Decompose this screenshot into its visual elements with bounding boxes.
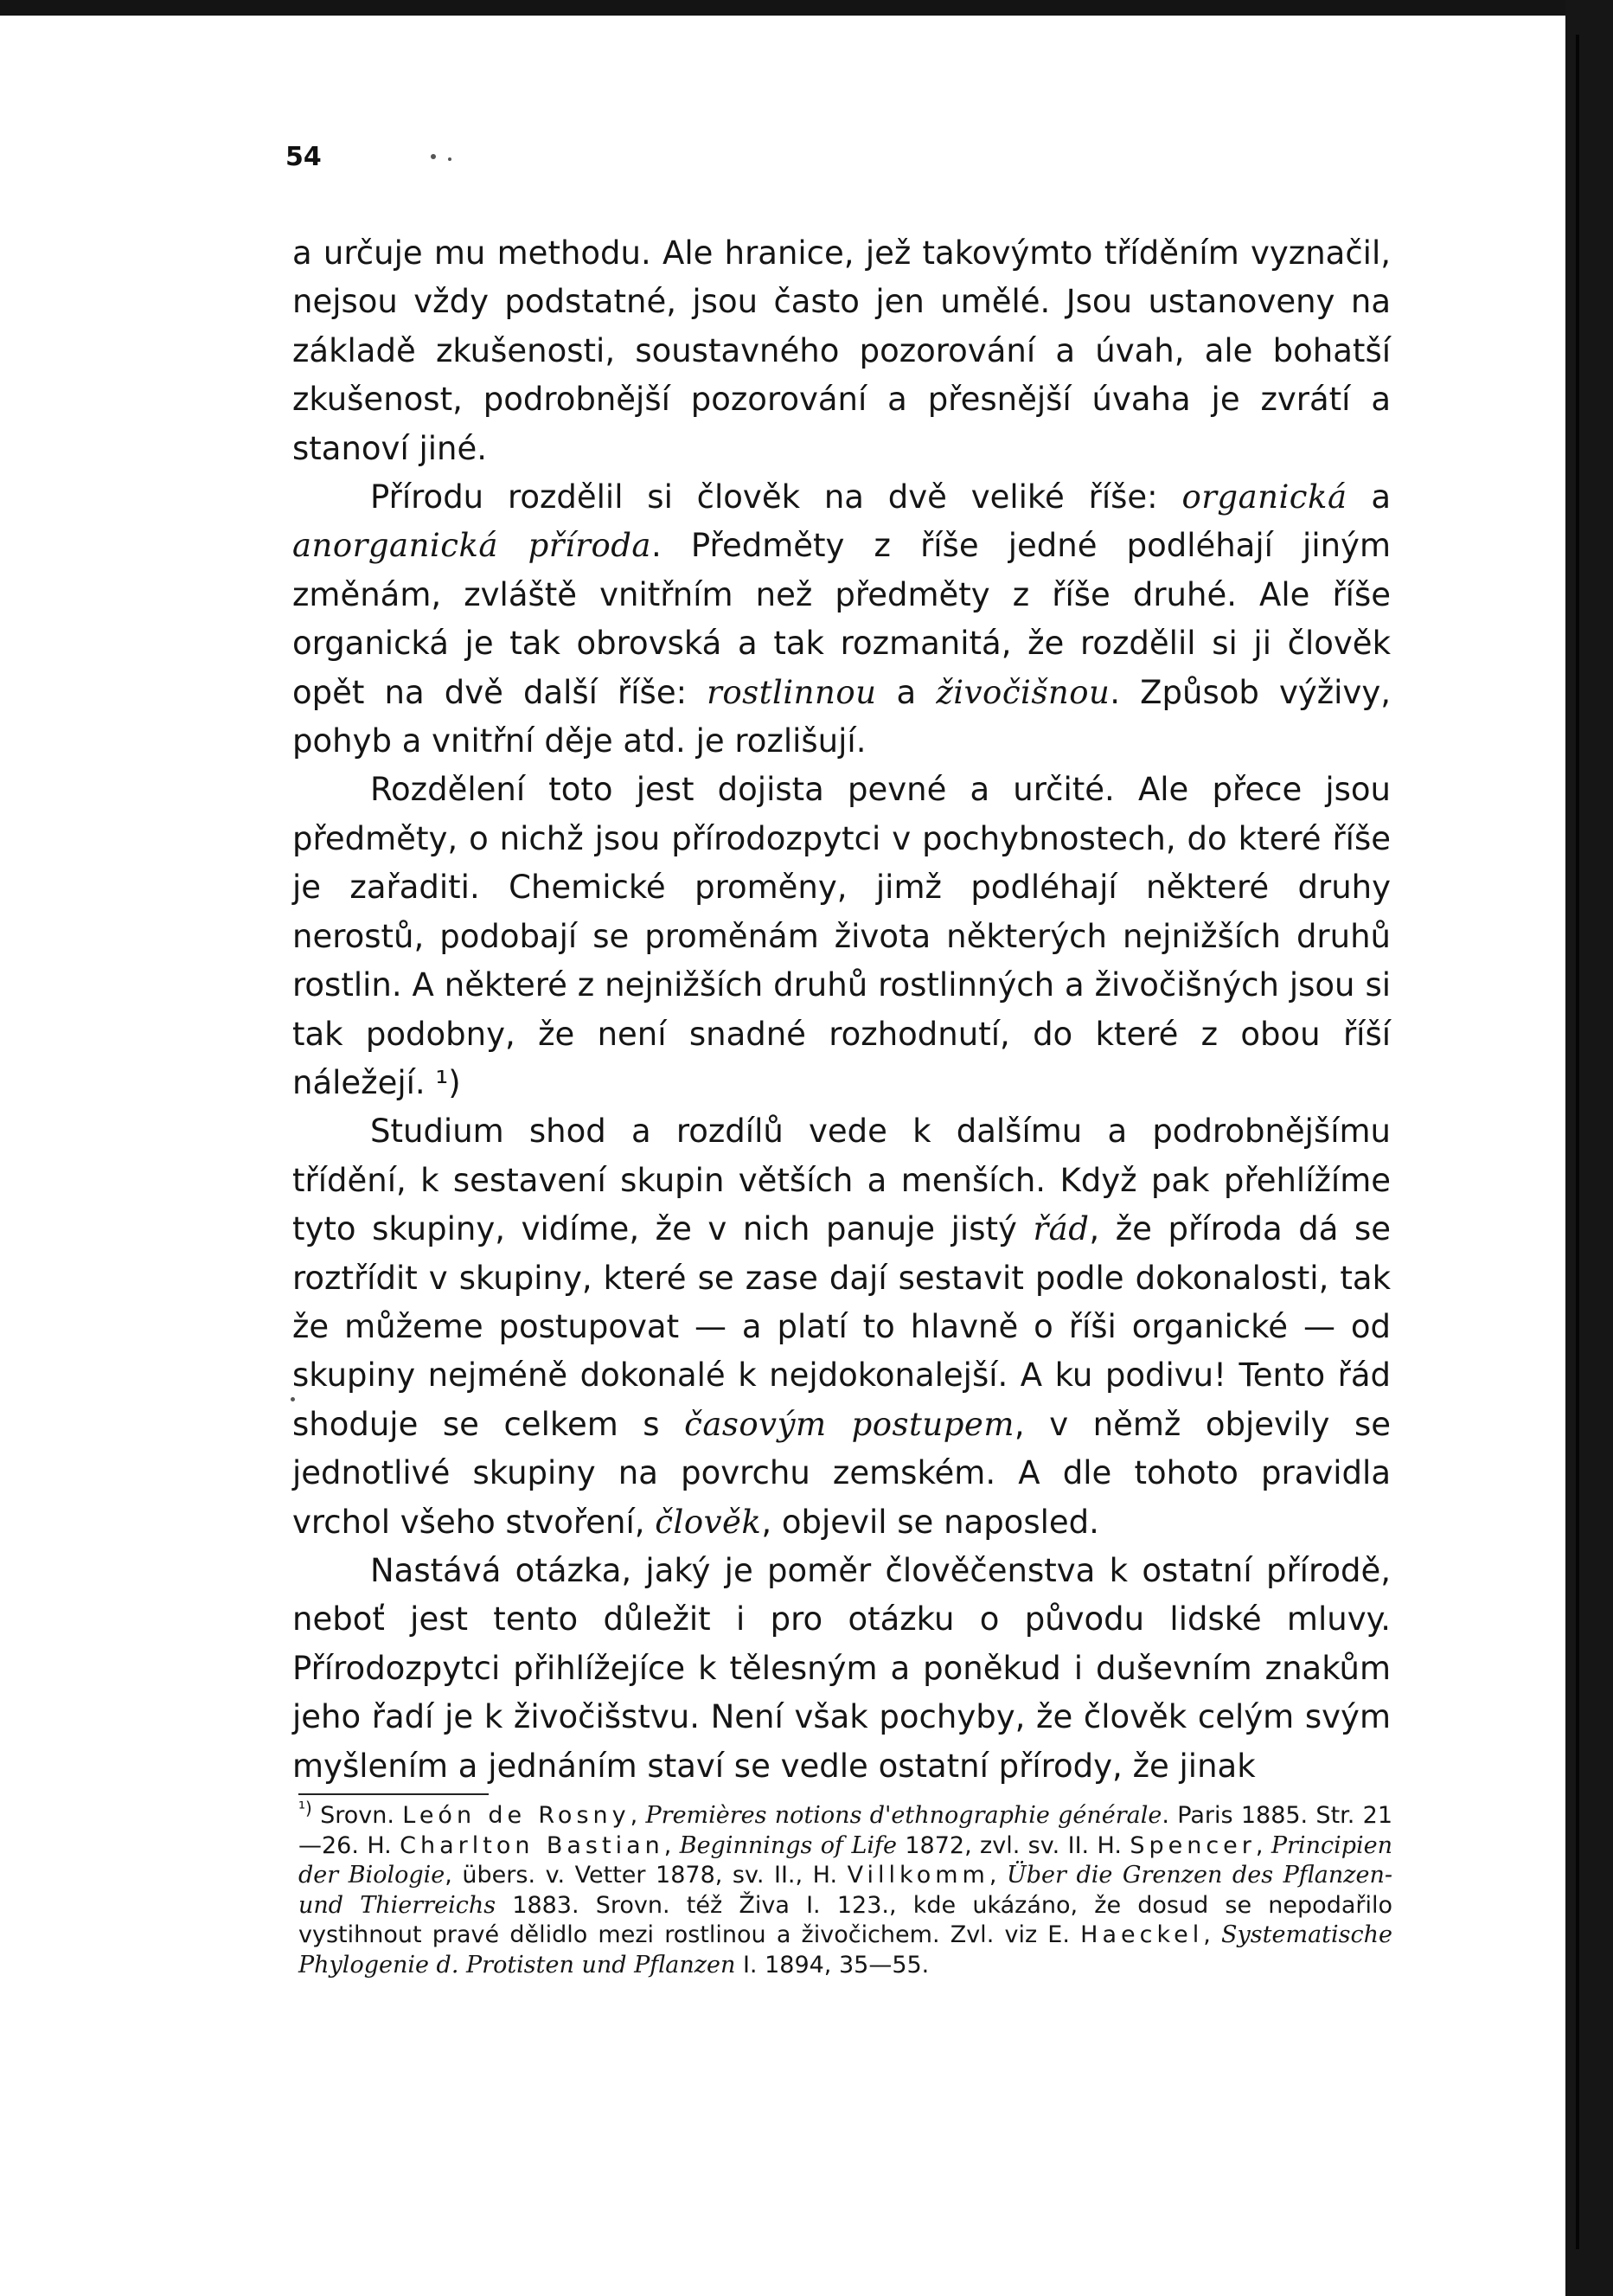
cited-title: Beginnings of Life: [679, 1831, 897, 1859]
page-number: 54: [285, 142, 322, 172]
text-run: , že příroda dá se roztřídit v skupiny, které se zase dají sestavit podle dokonalosti, tak že můžeme postupovat — a platí to hlavně o říši organické — od skupiny nejméně dokonalé k nejdokonalejší. A ku podivu! Tento řád shoduje se celkem s: [292, 1210, 1391, 1443]
emphasized-term: anorganická příroda: [292, 527, 651, 565]
page-binding-edge: [1576, 35, 1579, 2249]
text-run: , übers. v. Vetter 1878, sv. II., H.: [445, 1862, 848, 1889]
text-run: Přírodu rozdělil si člověk na dvě veliké říše:: [370, 478, 1182, 516]
text-run: ,: [1203, 1921, 1222, 1948]
emphasized-term: živočišnou: [936, 673, 1111, 711]
author-name: Spencer: [1130, 1831, 1256, 1859]
text-run: a určuje mu methodu. Ale hranice, jež takovýmto tříděním vyznačil, nejsou vždy podstatné, jsou často jen umělé. Jsou ustanoveny na základě zkušenosti, soustavného pozorování a úvah, ale bohatší zkušenost, podrobnější pozorování a přesnější úvaha je zvrátí a stanoví jiné.: [292, 234, 1391, 467]
scan-right-border: [1565, 0, 1613, 2296]
scan-speck: [431, 154, 436, 159]
text-run: , objevil se naposled.: [761, 1503, 1099, 1541]
emphasized-term: organická: [1181, 478, 1347, 516]
text-run: Nastává otázka, jaký je poměr člověčenstva k ostatní přírodě, neboť jest tento důležit i pro otázku o původu lidské mluvy. Přírodozpytci přihlížejíce k tělesným a poněkud i duševním znakům jeho řadí je k živočišstvu. Není však pochyby, že člověk celým svým myšlením a jednáním staví se vedle ostatní přírody, že jinak: [292, 1551, 1391, 1785]
footnote-divider: [298, 1793, 489, 1795]
cited-title: Premières notions d'ethnographie générale: [645, 1802, 1162, 1829]
scan-top-border: [0, 0, 1565, 16]
text-run: . Způsob výživy, pohyb a vnitřní děje atd. je rozlišují.: [292, 673, 1391, 760]
text-run: ,: [989, 1862, 1007, 1889]
scan-speck: [448, 157, 451, 161]
author-name: León de Rosny: [402, 1802, 630, 1829]
text-run: Srovn.: [311, 1802, 403, 1829]
text-run: ,: [1255, 1831, 1271, 1859]
emphasized-term: řád: [1033, 1210, 1090, 1248]
paragraph: [292, 1107, 1391, 1547]
footnote-marker: ¹): [298, 1798, 312, 1818]
text-run: ,: [630, 1802, 646, 1829]
emphasized-term: časovým postupem: [684, 1405, 1015, 1443]
text-run: , v němž objevily se jednotlivé skupiny na povrchu zemském. A dle tohoto pravidla vrchol všeho stvoření,: [292, 1405, 1391, 1541]
text-run: 1872, zvl. sv. II. H.: [896, 1831, 1130, 1859]
cited-title: Über die Grenzen des Pflanzen- und Thierreichs: [298, 1862, 1392, 1919]
text-run: Rozdělení toto jest dojista pevné a určité. Ale přece jsou předměty, o nichž jsou přírodozpytci v pochybnostech, do které říše je zařaditi. Chemické proměny, jimž podléhají některé druhy nerostů, podobají se proměnám života některých nejnižších druhů rostlin. A některé z nejnižších druhů rostlinných a živočišných jsou si tak podobny, že není snadné rozhodnutí, do které z obou říší náležejí. ¹): [292, 771, 1391, 1101]
author-name: Charlton Bastian: [400, 1831, 664, 1859]
text-run: ,: [663, 1831, 680, 1859]
text-run: I. 1894, 35—55.: [735, 1951, 930, 1979]
paragraph: [292, 1547, 1391, 1791]
footnote: [298, 1798, 1393, 1980]
body-text: [292, 229, 1391, 1791]
paragraph: [292, 766, 1391, 1107]
cited-title: Principien der Biologie: [298, 1831, 1393, 1889]
emphasized-term: rostlinnou: [707, 673, 877, 711]
text-run: a: [876, 673, 937, 711]
text-run: 1883. Srovn. též Živa I. 123., kde ukázáno, že dosud se nepodařilo vystihnout pravé dělidlo mezi rostlinou a živočichem. Zvl. viz E.: [298, 1891, 1393, 1948]
paragraph: [292, 229, 1391, 473]
cited-title: Systematische Phylogenie d. Protisten und Pflanzen: [298, 1921, 1392, 1979]
text-run: a: [1347, 478, 1392, 516]
text-run: Studium shod a rozdílů vede k dalšímu a podrobnějšímu třídění, k sestavení skupin větších a menších. Když pak přehlížíme tyto skupiny, vidíme, že v nich panuje jistý: [292, 1113, 1391, 1248]
author-name: Haeckel: [1080, 1921, 1204, 1948]
text-run: . Předměty z říše jedné podléhají jiným změnám, zvláště vnitřním než předměty z říše druhé. Ale říše organická je tak obrovská a tak rozmanitá, že rozdělil si ji člověk opět na dvě další říše:: [292, 527, 1391, 711]
text-run: . Paris 1885. Str. 21—26. H.: [298, 1802, 1393, 1859]
emphasized-term: člověk: [655, 1503, 762, 1541]
paragraph: [292, 473, 1391, 766]
author-name: Villkomm: [847, 1862, 989, 1889]
